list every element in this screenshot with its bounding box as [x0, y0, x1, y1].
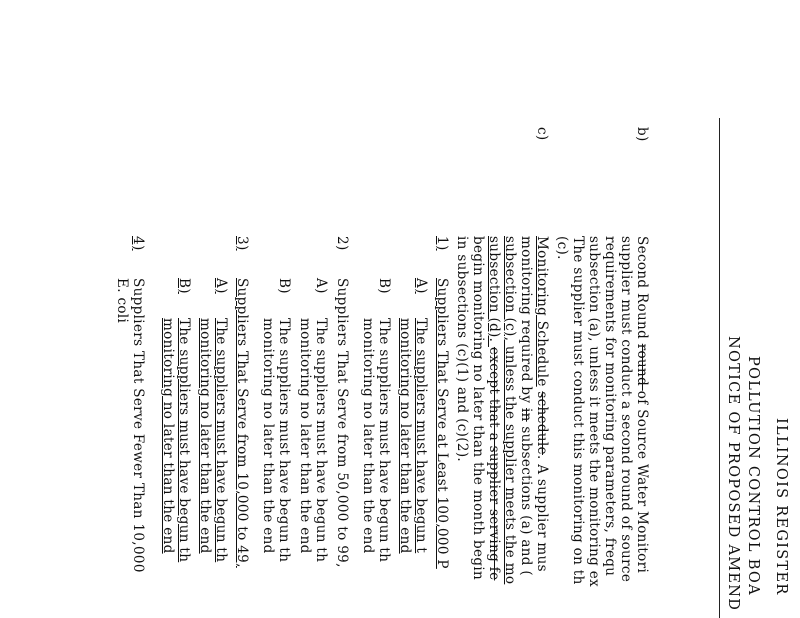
item-c2a-line-1: The suppliers must have begun th: [313, 318, 329, 563]
item-c3a-line-2: monitoring no later than the end: [197, 318, 213, 554]
item-b-marker: b): [634, 127, 650, 142]
item-c1b-line-2: monitoring no later than the end: [360, 318, 376, 554]
item-c1a-marker: A): [413, 278, 429, 294]
item-b-line-1: Second Round round of Source Water Monitori: [634, 236, 650, 574]
item-c3b-line-2: monitoring no later than the end: [160, 318, 176, 554]
item-c3a-line-1: The suppliers must have begun th: [213, 318, 229, 563]
item-c4-marker: 4): [130, 236, 146, 251]
item-c3-title: Suppliers That Serve from 10,000 to 49,: [234, 278, 250, 568]
item-c3b-marker: B): [176, 278, 192, 294]
item-c2b-line-2: monitoring no later than the end: [260, 318, 276, 554]
item-c-line-6: in subsections (c)(1) and (c)(2).: [454, 236, 470, 463]
register-heading: ILLINOIS REGISTER: [773, 418, 789, 596]
item-c1a-line-1: The suppliers must have begun t: [413, 318, 429, 554]
item-b-line-4: subsection (a), unless it meets the monitoring ex: [586, 236, 602, 588]
item-c-line-3: subsection (c), unless the supplier meets the mo: [502, 236, 518, 585]
item-b-line-3: requirements for monitoring parameters, frequ: [602, 236, 618, 577]
item-c1b-marker: B): [376, 278, 392, 294]
item-c-line-1: Monitoring Schedule schedule. A supplier mus: [534, 236, 550, 572]
item-c-marker: c): [534, 127, 550, 141]
item-c-line-2: monitoring required by in subsections (a) and (: [518, 236, 534, 577]
item-c4-line-2: E. coli: [114, 278, 130, 324]
item-c1-marker: 1): [434, 236, 450, 251]
notice-heading: NOTICE OF PROPOSED AMEND: [725, 336, 741, 612]
board-heading: POLLUTION CONTROL BOA: [745, 356, 761, 596]
item-c2a-line-2: monitoring no later than the end: [297, 318, 313, 554]
item-c2-marker: 2): [334, 236, 350, 251]
item-c2-title: Suppliers That Serve from 50,000 to 99,: [334, 278, 350, 568]
item-b-line-6: (c).: [554, 236, 570, 260]
item-c3-marker: 3): [234, 236, 250, 251]
item-c3b-line-1: The suppliers must have begun th: [176, 318, 192, 563]
header-rule: [719, 118, 720, 618]
item-c1-title: Suppliers That Serve at Least 100,000 P: [434, 278, 450, 569]
item-c3a-marker: A): [213, 278, 229, 294]
item-c-line-4: subsection (d). except that a supplier serving fe: [486, 236, 502, 581]
item-b-line-2: supplier must conduct a second round of source: [618, 236, 634, 583]
item-c2b-marker: B): [276, 278, 292, 294]
item-c1b-line-1: The suppliers must have begun th: [376, 318, 392, 563]
item-c2b-line-1: The suppliers must have begun th: [276, 318, 292, 563]
item-c2a-marker: A): [313, 278, 329, 294]
item-b-line-5: The supplier must conduct this monitoring on th: [570, 236, 586, 585]
item-c4-title: Suppliers That Serve Fewer Than 10,000: [130, 278, 146, 573]
item-c1a-line-2: monitoring no later than the end: [397, 318, 413, 554]
item-c-line-5: begin monitoring no later than the month begin: [470, 236, 486, 581]
